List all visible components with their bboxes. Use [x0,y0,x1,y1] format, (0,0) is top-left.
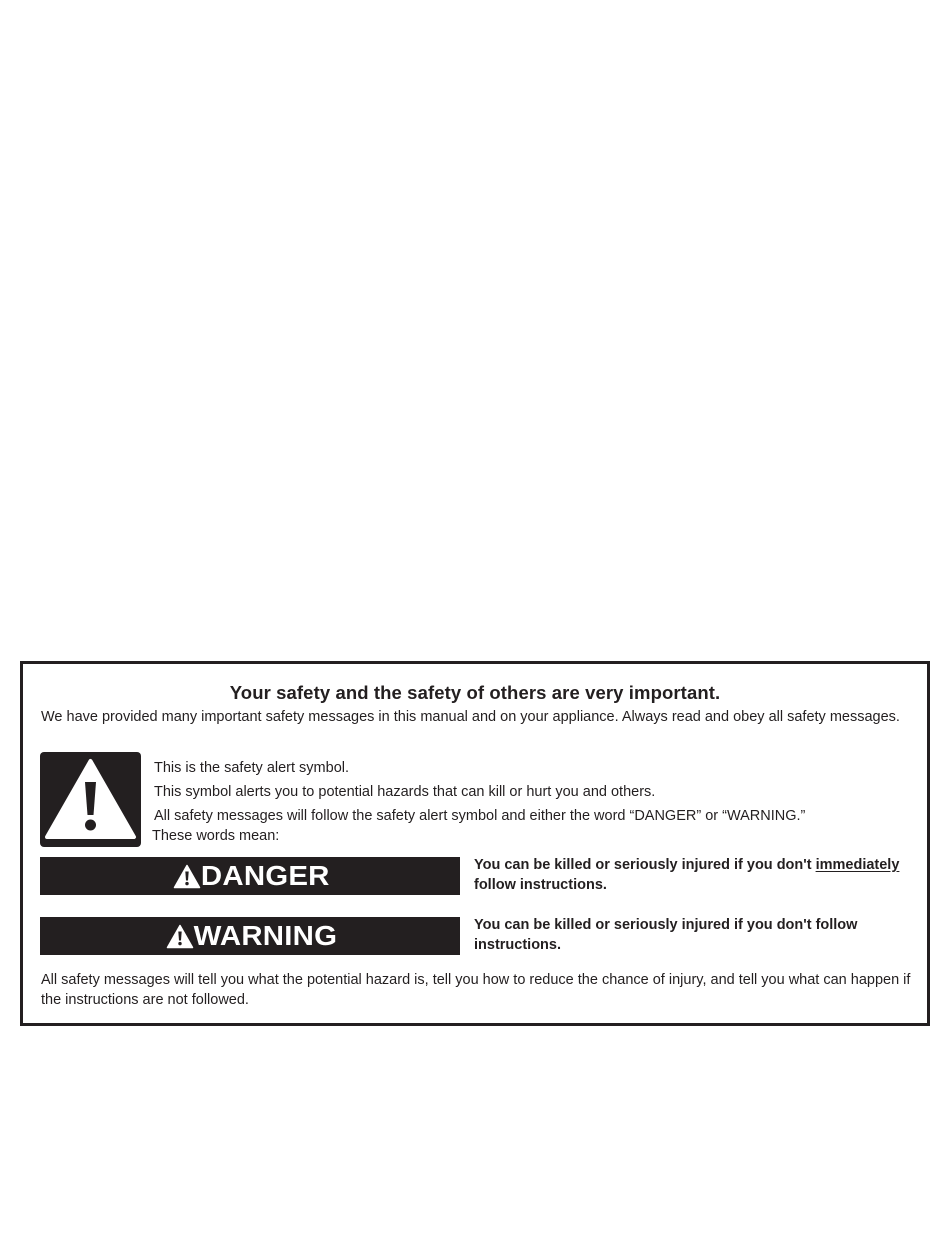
danger-signal-bar [40,857,460,895]
safety-alert-triangle-icon [40,752,141,847]
symbol-explanation-line: This symbol alerts you to potential hazards that can kill or hurt you and others. [154,784,656,800]
danger-description-start: You can be killed or seriously injured if you don't [474,857,816,873]
symbol-explanation-line: All safety messages will follow the safety alert symbol and either the word “DANGER” or “WARNING.” [154,808,806,824]
warning-signal-word: WARNING [193,920,338,951]
danger-signal-word: DANGER [201,860,330,891]
safety-notice-box [20,661,930,1026]
danger-description-emphasis: immediately [815,857,900,873]
symbol-explanation-line: These words mean: [152,828,280,844]
danger-description [474,856,924,895]
safety-heading: Your safety and the safety of others are very important. [229,682,721,703]
danger-alert-icon [173,864,201,889]
warning-signal-bar [40,917,460,955]
safety-alert-symbol [40,752,141,847]
safety-footer-text: All safety messages will tell you what the potential hazard is, tell you how to reduce the chance of injury, and tell you what can happen if the instructions are not followed. [41,972,911,1008]
safety-intro-text: We have provided many important safety messages in this manual and on your appliance. Always read and obey all safety messages. [41,709,900,725]
warning-description: You can be killed or seriously injured if you don't follow instructions. [474,917,858,953]
symbol-explanation-line: This is the safety alert symbol. [154,760,350,776]
danger-description-end: follow instructions. [474,876,607,893]
warning-alert-icon [166,924,194,949]
